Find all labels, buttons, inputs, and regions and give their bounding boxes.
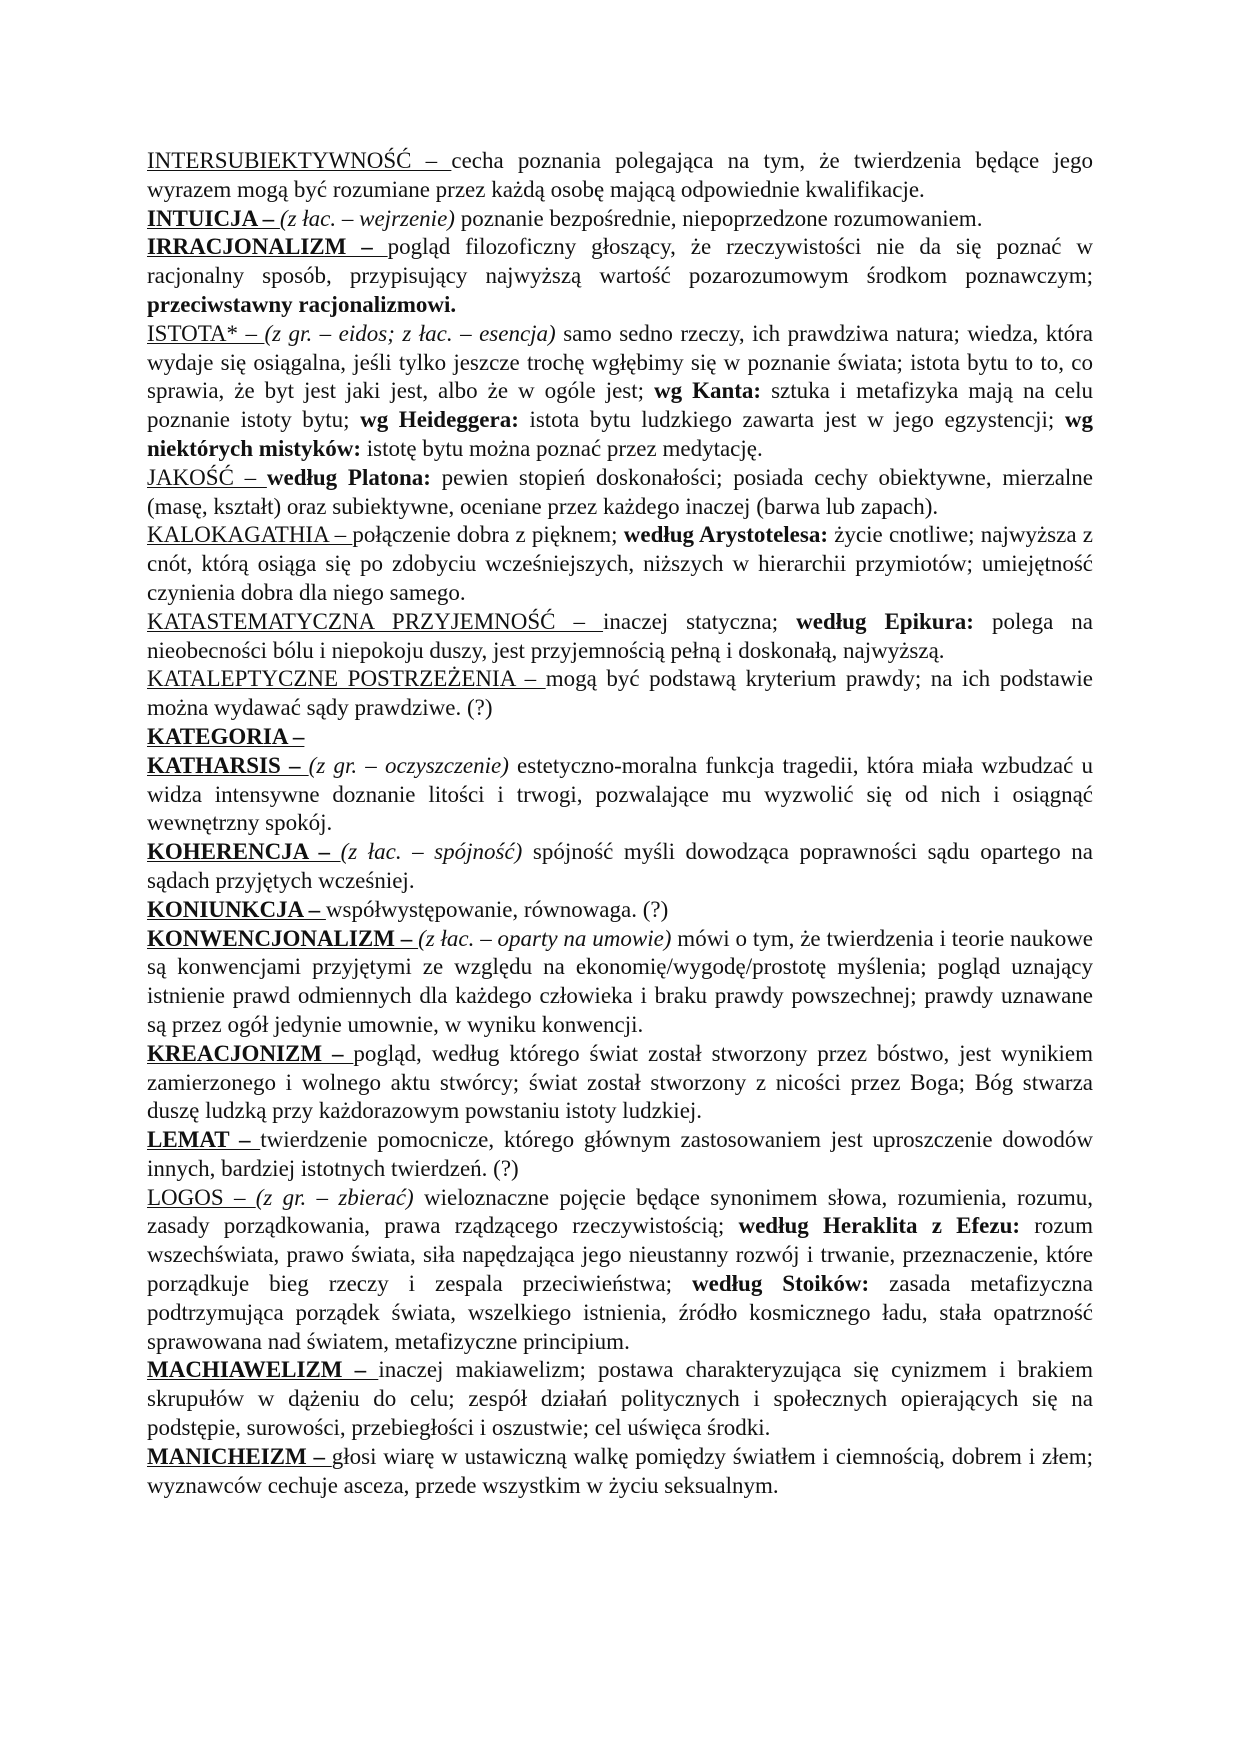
glossary-entry [147,1443,1093,1501]
glossary-entry [147,320,1093,464]
glossary-entry [147,1040,1093,1126]
glossary-term: JAKOŚĆ – [147,464,267,490]
definition-text: polega na nieobecności bólu i niepokoju duszy, jest przyjemnością pełną i doskonałą, najwyższą. [147,608,1094,663]
glossary-term: KOHERENCJA – [147,839,341,865]
glossary-term: IRRACJONALIZM – [147,234,388,260]
glossary-entry [147,665,1093,723]
definition-text: życie cnotliwe; najwyższa z cnót, którą osiąga się po zdobyciu wcześniejszych, niższych w hierarchii przymiotów; umiejętność czynienia dobra dla niego samego. [147,522,1093,605]
glossary-entry [147,752,1093,838]
glossary-term: KATEGORIA – [147,723,305,749]
glossary-term: ISTOTA* – [147,320,265,346]
glossary-term: LEMAT – [147,1127,261,1153]
emphasis-text: według Arystotelesa: [623,522,828,548]
glossary-entry [147,896,1093,925]
glossary-entry [147,1126,1093,1184]
glossary-entry [147,521,1093,607]
emphasis-text: wg Heideggera: [360,407,519,433]
etymology-note: (z gr. – zbierać) [255,1184,414,1210]
definition-text: pogląd, według którego świat został stworzony przez bóstwo, jest wynikiem zamierzonego i wolnego aktu stwórcy; świat został stworzony z nicości przez Boga; Bóg stwarza duszę ludzką przy każdorazowym powstaniu istoty ludzkiej. [147,1040,1094,1124]
glossary-entry [147,608,1093,666]
definition-text: wieloznaczne pojęcie będące synonimem słowa, rozumienia, rozumu, zasady porządkowania, prawa rządzącego rzeczywistością; [147,1184,1093,1239]
glossary-term: KONIUNKCJA – [147,896,326,922]
definition-text: cecha poznania polegająca na tym, że twierdzenia będące jego wyrazem mogą być rozumiane przez każdą osobę mającą odpowiednie kwalifikacje. [147,148,1093,202]
emphasis-text: według Platona: [266,464,431,490]
etymology-note: (z łac. – oparty na umowie) [418,925,672,951]
document-page [147,147,1093,1500]
emphasis-text: wg niektórych mistyków: [147,407,1093,461]
definition-text: połączenie dobra z pięknem; [352,522,624,548]
definition-text: samo sedno rzeczy, ich prawdziwa natura; wiedza, która wydaje się osiągalna, jeśli tylko jeszcze trochę wgłębimy się w poznanie świata; istota bytu to to, co sprawia, że byt jest jaki jest, albo że w ogóle jest; [147,320,1093,404]
definition-text: sztuka i metafizyka mają na celu poznanie istoty bytu; [147,378,1093,433]
glossary-term: KONWENCJONALIZM – [147,925,419,951]
definition-text: spójność myśli dowodząca poprawności sądu opartego na sądach przyjętych wcześniej. [147,839,1093,893]
definition-text: istotę bytu można poznać przez medytację. [361,435,763,461]
definition-text: inaczej statyczna; [603,608,797,634]
definition-text: pewien stopień doskonałości; posiada cechy obiektywne, mierzalne (masę, kształt) oraz subiektywne, oceniane przez każdego inaczej (barwa lub zapach). [147,464,1093,519]
emphasis-text: przeciwstawny racjonalizmowi. [147,291,457,317]
glossary-entry [147,205,1093,234]
etymology-note: (z gr. – oczyszczenie) [308,752,509,778]
definition-text: poznanie bezpośrednie, niepoprzedzone rozumowaniem. [454,205,983,231]
glossary-entry [147,723,1093,752]
glossary-term: KATHARSIS – [147,752,309,778]
etymology-note: (z łac. – spójność) [340,839,523,865]
emphasis-text: według Stoików: [692,1271,870,1297]
definition-text: mówi o tym, że twierdzenia i teorie naukowe są konwencjami przyjętymi ze względu na ekonomię/wygodę/prostotę myślenia; pogląd uznający istnienie prawd odmiennych dla każdego człowieka i braku prawdy powszechnej; prawdy uznawane są przez ogół jedynie umownie, w wyniku konwencji. [147,925,1094,1037]
glossary-entry [147,464,1093,522]
glossary-entry [147,838,1093,896]
definition-text: współwystępowanie, równowaga. (?) [325,896,669,922]
glossary-term: MANICHEIZM – [147,1443,332,1469]
glossary-term: LOGOS – [147,1184,256,1210]
glossary-term: INTUICJA – [147,205,280,231]
glossary-term: KALOKAGATHIA – [147,522,353,548]
definition-text: głosi wiarę w ustawiczną walkę pomiędzy światłem i ciemnością, dobrem i złem; wyznawców cechuje asceza, przede wszystkim w życiu seksualnym. [147,1443,1093,1498]
glossary-entry [147,1356,1093,1442]
definition-text: twierdzenie pomocnicze, którego głównym zastosowaniem jest uproszczenie dowodów innych, bardziej istotnych twierdzeń. (?) [147,1127,1093,1181]
glossary-entry [147,233,1093,319]
emphasis-text: wg Kanta: [654,378,762,404]
glossary-term: KREACJONIZM – [147,1040,354,1066]
glossary-term: KATALEPTYCZNE POSTRZEŻENIA – [147,666,546,692]
definition-text: mogą być podstawą kryterium prawdy; na ich podstawie można wydawać sądy prawdziwe. (?) [147,666,1093,721]
definition-text: zasada metafizyczna podtrzymująca porządek świata, wszelkiego istnienia, źródło kosmicznego ładu, stała opatrzność sprawowana nad światem, metafizyczne principium. [147,1271,1093,1354]
emphasis-text: według Heraklita z Efezu: [738,1213,1021,1239]
definition-text: inaczej makiawelizm; postawa charakteryzująca się cynizmem i brakiem skrupułów w dążeniu do celu; zespół działań politycznych i społecznych opierających się na podstępie, surowości, przebiegłości i oszustwie; cel uświęca środki. [147,1357,1094,1441]
etymology-note: (z łac. – wejrzenie) [279,205,455,231]
etymology-note: (z gr. – eidos; z łac. – esencja) [264,320,556,346]
glossary-term: KATASTEMATYCZNA PRZYJEMNOŚĆ – [147,608,604,634]
definition-text: rozum wszechświata, prawo świata, siła napędzająca jego nieustanny rozwój i trwanie, przeznaczenie, które porządkuje bieg rzeczy i zespala przeciwieństwa; [147,1213,1093,1297]
emphasis-text: według Epikura: [796,608,974,634]
definition-text: estetyczno-moralna funkcja tragedii, która miała wzbudzać u widza intensywne doznanie litości i trwogi, pozwalające mu wyzwolić się od nich i osiągnąć wewnętrzny spokój. [147,752,1094,836]
glossary-term: INTERSUBIEKTYWNOŚĆ – [147,148,452,173]
glossary-entry [147,1184,1093,1357]
glossary-term: MACHIAWELIZM – [147,1357,379,1383]
definition-text: pogląd filozoficzny głoszący, że rzeczywistości nie da się poznać w racjonalny sposób, przypisujący najwyższą wartość pozarozumowym środkom poznawczym; [147,234,1094,289]
glossary-entry [147,925,1093,1040]
glossary-entry [147,147,1093,205]
definition-text: istota bytu ludzkiego zawarta jest w jego egzystencji; [518,407,1065,433]
